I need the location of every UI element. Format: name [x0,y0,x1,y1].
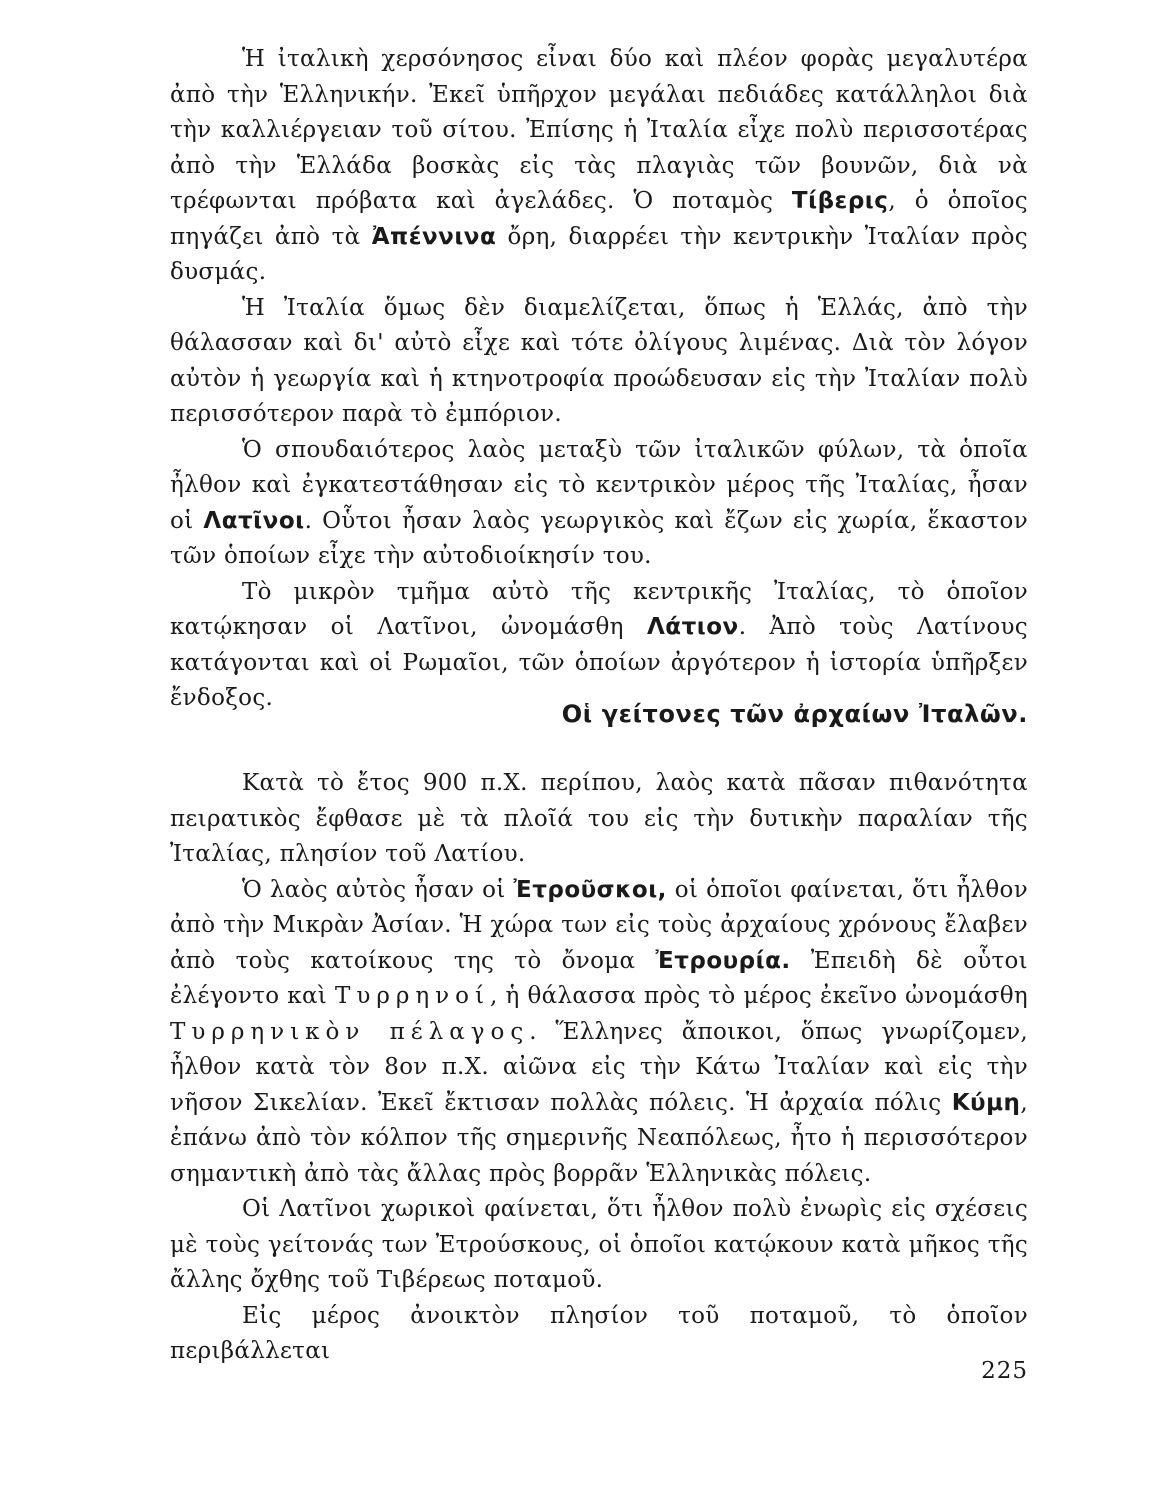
term-cumae: Κύμη [951,1089,1021,1116]
section-intro [170,42,1028,717]
term-tiberis: Τίβερις [791,188,889,214]
paragraph-pirates: Κατὰ τὸ ἔτος 900 π.Χ. περίπου, λαὸς κατὰ πᾶσαν πιθανότητα πειρατικὸς ἔφθασε μὲ τὰ πλοῖά του εἰς τὴν δυτικὴν παραλίαν τῆς Ἰταλίας, πλησίον τοῦ Λατίου. [170,770,1028,867]
term-latium: Λάτιον [646,614,739,640]
paragraph-latium: Τὸ μικρὸν τμῆμα αὐτὸ τῆς κεντρικῆς Ἰταλίας, τὸ ὁποῖον κατῴκησαν οἱ Λατῖνοι, ὠνομάσθη Λάτιον. Ἀπὸ τοὺς Λατίνους κατάγονται καὶ οἱ Ρωμαῖοι, τῶν ὁποίων ἀργότερον ἡ ἱστορία ὑπῆρξεν ἔνδοξος. [170,578,1028,711]
paragraph-italy-geography: Ἡ ἰταλικὴ χερσόνησος εἶναι δύο καὶ πλέον φορὰς μεγαλυτέρα ἀπὸ τὴν Ἑλληνικήν. Ἐκεῖ ὑπῆρχον μεγάλαι πεδιάδες κατάλληλοι διὰ τὴν καλλιέργειαν τοῦ σίτου. Ἐπίσης ἡ Ἰταλία εἶχε πολὺ περισσοτέρας ἀπὸ τὴν Ἑλλάδα βοσκὰς εἰς τὰς πλαγιὰς τῶν βουνῶν, διὰ νὰ τρέφωνται πρόβατα καὶ ἀγελάδες. Ὁ ποταμὸς Τίβερις, ὁ ὁποῖος πηγάζει ἀπὸ τὰ Ἀπέννινα ὄρη, διαρρέει τὴν κεντρικὴν Ἰταλίαν πρὸς δυσμάς. [170,46,1028,285]
paragraph-etruscans: Ὁ λαὸς αὐτὸς ἦσαν οἱ Ἐτροῦσκοι, οἱ ὁποῖοι φαίνεται, ὅτι ἦλθον ἀπὸ τὴν Μικρὰν Ἀσίαν. Ἡ χώρα των εἰς τοὺς ἀρχαίους χρόνους ἔλαβεν ἀπὸ τοὺς κατοίκους της τὸ ὄνομα Ἐτρουρία. Ἐπειδὴ δὲ οὗτοι ἐλέγοντο καὶ Τυρρηνοί, ἡ θάλασσα πρὸς τὸ μέρος ἐκεῖνο ὠνομάσθη Τυρρηνικὸν πέλαγος. Ἕλληνες ἄποικοι, ὅπως γνωρίζομεν, ἦλθον κατὰ τὸν 8ον π.Χ. αἰῶνα εἰς τὴν Κάτω Ἰταλίαν καὶ εἰς τὴν νῆσον Σικελίαν. Ἐκεῖ ἔκτισαν πολλὰς πόλεις. Ἡ ἀρχαία πόλις Κύμη, ἐπάνω ἀπὸ τὸν κόλπον τῆς σημερινῆς Νεαπόλεως, ἦτο ἡ περισσότερον σημαντικὴ ἀπὸ τὰς ἄλλας πρὸς βορρᾶν Ἑλληνικὰς πόλεις. [170,876,1028,1187]
paragraph-italy-coast: Ἡ Ἰταλία ὅμως δὲν διαμελίζεται, ὅπως ἡ Ἑλλάς, ἀπὸ τὴν θάλασσαν καὶ δι' αὐτὸ εἶχε καὶ τότε ὀλίγους λιμένας. Διὰ τὸν λόγον αὐτὸν ἡ γεωργία καὶ ἡ κτηνοτροφία προώδευσαν εἰς τὴν Ἰταλίαν πολὺ περισσότερον παρὰ τὸ ἐμπόριον. [170,294,1028,427]
term-latins: Λατῖνοι [203,507,305,534]
page-number: 225 [981,1358,1028,1384]
term-etruria: Ἐτρουρία. [655,947,791,974]
term-tyrrhenian-sea: Τυρρηνικὸν πέλαγος [170,1018,530,1045]
term-tyrrhenians: Τυρρηνοί [335,983,491,1009]
term-etruscans: Ἐτροῦσκοι, [513,876,667,903]
term-apennines: Ἀπέννινα [371,223,497,250]
section-neighbours [170,766,1028,1370]
paragraph-latin-relations: Οἱ Λατῖνοι χωρικοὶ φαίνεται, ὅτι ἦλθον πολὺ ἐνωρὶς εἰς σχέσεις μὲ τοὺς γείτονάς των Ἐτρούσκους, οἱ ὁποῖοι κατῴκουν κατὰ μῆκος τῆς ἄλλης ὄχθης τοῦ Τιβέρεως ποταμοῦ. [170,1196,1028,1293]
paragraph-open-place: Εἰς μέρος ἀνοικτὸν πλησίον τοῦ ποταμοῦ, τὸ ὁποῖον περιβάλλεται [170,1302,1028,1364]
section-heading: Οἱ γείτονες τῶν ἀρχαίων Ἰταλῶν. [561,700,1028,728]
paragraph-latins: Ὁ σπουδαιότερος λαὸς μεταξὺ τῶν ἰταλικῶν φύλων, τὰ ὁποῖα ἦλθον καὶ ἐγκατεστάθησαν εἰς τὸ κεντρικὸν μέρος τῆς Ἰταλίας, ἦσαν οἱ Λατῖνοι. Οὗτοι ἦσαν λαὸς γεωργικὸς καὶ ἔζων εἰς χωρία, ἕκαστον τῶν ὁποίων εἶχε τὴν αὐτοδιοίκησίν του. [170,436,1028,569]
